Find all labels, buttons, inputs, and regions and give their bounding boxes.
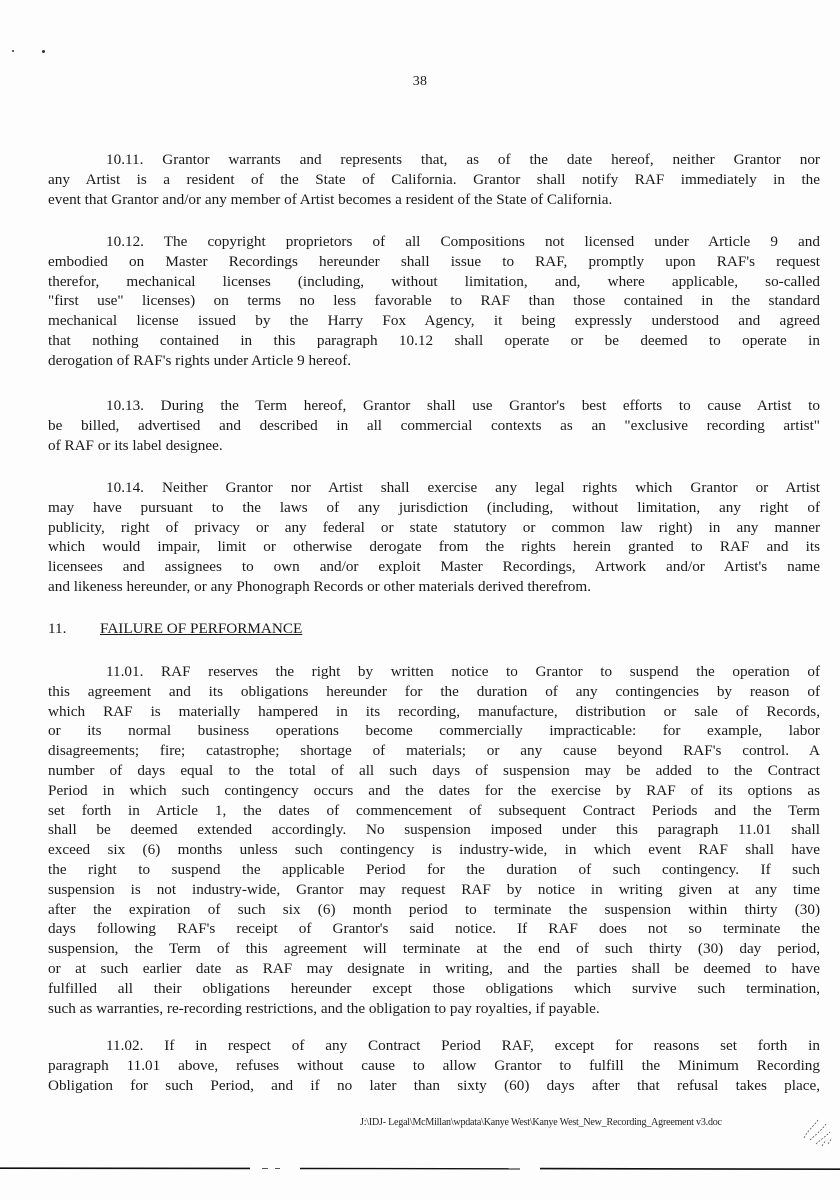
paragraph-line: after the expiration of such six (6) month period to terminate the suspension within thirty (30): [48, 900, 820, 918]
paragraph-line: suspension, the Term of this agreement will terminate at the end of such thirty (30) day period,: [48, 940, 820, 958]
paragraph-line: derogation of RAF's rights under Article 9 hereof.: [48, 351, 352, 369]
paragraph-line: event that Grantor and/or any member of Artist becomes a resident of the State of California.: [48, 190, 613, 208]
paragraph-line: be billed, advertised and described in all commercial contexts as an "exclusive recording artist": [48, 416, 820, 434]
paragraph-line: Period in which such contingency occurs and the dates for the exercise by RAF of its options as: [48, 781, 820, 799]
paragraph-line: set forth in Article 1, the dates of commencement of subsequent Contract Periods and the Term: [48, 801, 820, 819]
paragraph-line: therefor, mechanical licenses (including, without limitation, and, where applicable, so-called: [48, 272, 820, 290]
paragraph-line: that nothing contained in this paragraph 10.12 shall operate or be deemed to operate in: [48, 331, 820, 349]
paragraph-line: the right to suspend the applicable Period for the duration of such contingency. If such: [48, 860, 820, 878]
section-title: FAILURE OF PERFORMANCE: [100, 620, 303, 637]
paragraph-line: which would impair, limit or otherwise derogate from the rights herein granted to RAF and its: [48, 538, 820, 556]
paragraph-line: number of days equal to the total of all such days of suspension may be added to the Contract: [48, 761, 820, 779]
paragraph-line: this agreement and its obligations hereunder for the duration of any contingencies by reason of: [48, 682, 820, 700]
paragraph-line: 11.02. If in respect of any Contract Period RAF, except for reasons set forth in: [106, 1037, 820, 1054]
paragraph-11-02: [48, 1036, 820, 1095]
paragraph-line: days following RAF's receipt of Grantor's said notice. If RAF does not so terminate the: [48, 920, 820, 938]
section-number: 11.: [48, 620, 67, 637]
paragraph-line: embodied on Master Recordings hereunder shall issue to RAF, promptly upon RAF's request: [48, 252, 820, 270]
paragraph-line: or its normal business operations become commercially impracticable: for example, labor: [48, 722, 820, 740]
paragraph-line: 10.12. The copyright proprietors of all Compositions not licensed under Article 9 and: [106, 233, 820, 250]
paragraph-line: licensees and assignees to own and/or exploit Master Recordings, Artwork and/or Artist's name: [48, 558, 820, 576]
paragraph-line: "first use" licenses) on terms no less favorable to RAF than those contained in the standard: [48, 292, 820, 310]
paragraph-line: publicity, right of privacy or any federal or state statutory or common law right) in any manner: [48, 518, 820, 536]
paragraph-10-14: [48, 478, 820, 597]
paragraph-line: Obligation for such Period, and if no later than sixty (60) days after that refusal takes place,: [48, 1076, 820, 1094]
paragraph-10-12: [48, 232, 820, 371]
paragraph-line: 11.01. RAF reserves the right by written notice to Grantor to suspend the operation of: [106, 663, 820, 680]
paragraph-line: may have pursuant to the laws of any jurisdiction (including, without limitation, any right of: [48, 498, 820, 516]
paragraph-line: 10.14. Neither Grantor nor Artist shall exercise any legal rights which Grantor or Artist: [106, 479, 820, 496]
paragraph-line: of RAF or its label designee.: [48, 436, 223, 454]
paragraph-line: 10.11. Grantor warrants and represents that, as of the date hereof, neither Grantor nor: [106, 151, 820, 168]
paragraph-line: shall be deemed extended accordingly. No suspension imposed under this paragraph 11.01 shall: [48, 821, 820, 839]
paragraph-line: disagreements; fire; catastrophe; shortage of materials; or any cause beyond RAF's control. A: [48, 742, 820, 760]
paragraph-line: mechanical license issued by the Harry Fox Agency, it being expressly understood and agreed: [48, 312, 820, 330]
paragraph-line: or at such earlier date as RAF may designate in writing, and the parties shall be deemed to have: [48, 959, 820, 977]
paragraph-line: exceed six (6) months unless such contingency is industry-wide, in which event RAF shall have: [48, 841, 820, 859]
paragraph-line: which RAF is materially hampered in its recording, manufacture, distribution or sale of Records,: [48, 702, 820, 720]
scan-bottom-rule: [0, 1167, 840, 1170]
paragraph-line: any Artist is a resident of the State of California. Grantor shall notify RAF immediately in the: [48, 170, 820, 188]
footer-file-path: J:\IDJ- Legal\McMillan\wpdata\Kanye West\Kanye West_New_Recording_Agreement v3.doc: [360, 1117, 722, 1128]
paragraph-11-01: [48, 662, 820, 1018]
paragraph-line: suspension is not industry-wide, Grantor may request RAF by notice in writing given at any time: [48, 880, 820, 898]
scan-speck: [12, 50, 14, 52]
paragraph-line: such as warranties, re-recording restrictions, and the obligation to pay royalties, if payable.: [48, 999, 600, 1017]
paragraph-line: paragraph 11.01 above, refuses without cause to allow Grantor to fulfill the Minimum Recording: [48, 1056, 820, 1074]
paragraph-line: 10.13. During the Term hereof, Grantor shall use Grantor's best efforts to cause Artist to: [106, 397, 820, 414]
paragraph-10-13: [48, 396, 820, 455]
handwritten-initials-icon: [800, 1110, 836, 1150]
section-heading: [48, 620, 448, 640]
paragraph-line: and likeness hereunder, or any Phonograph Records or other materials derived therefrom.: [48, 577, 592, 595]
paragraph-10-11: [48, 150, 820, 209]
paragraph-line: fulfilled all their obligations hereunder except those obligations which survive such termination,: [48, 979, 820, 997]
page-number: 38: [412, 74, 428, 89]
scan-speck: [42, 50, 45, 53]
